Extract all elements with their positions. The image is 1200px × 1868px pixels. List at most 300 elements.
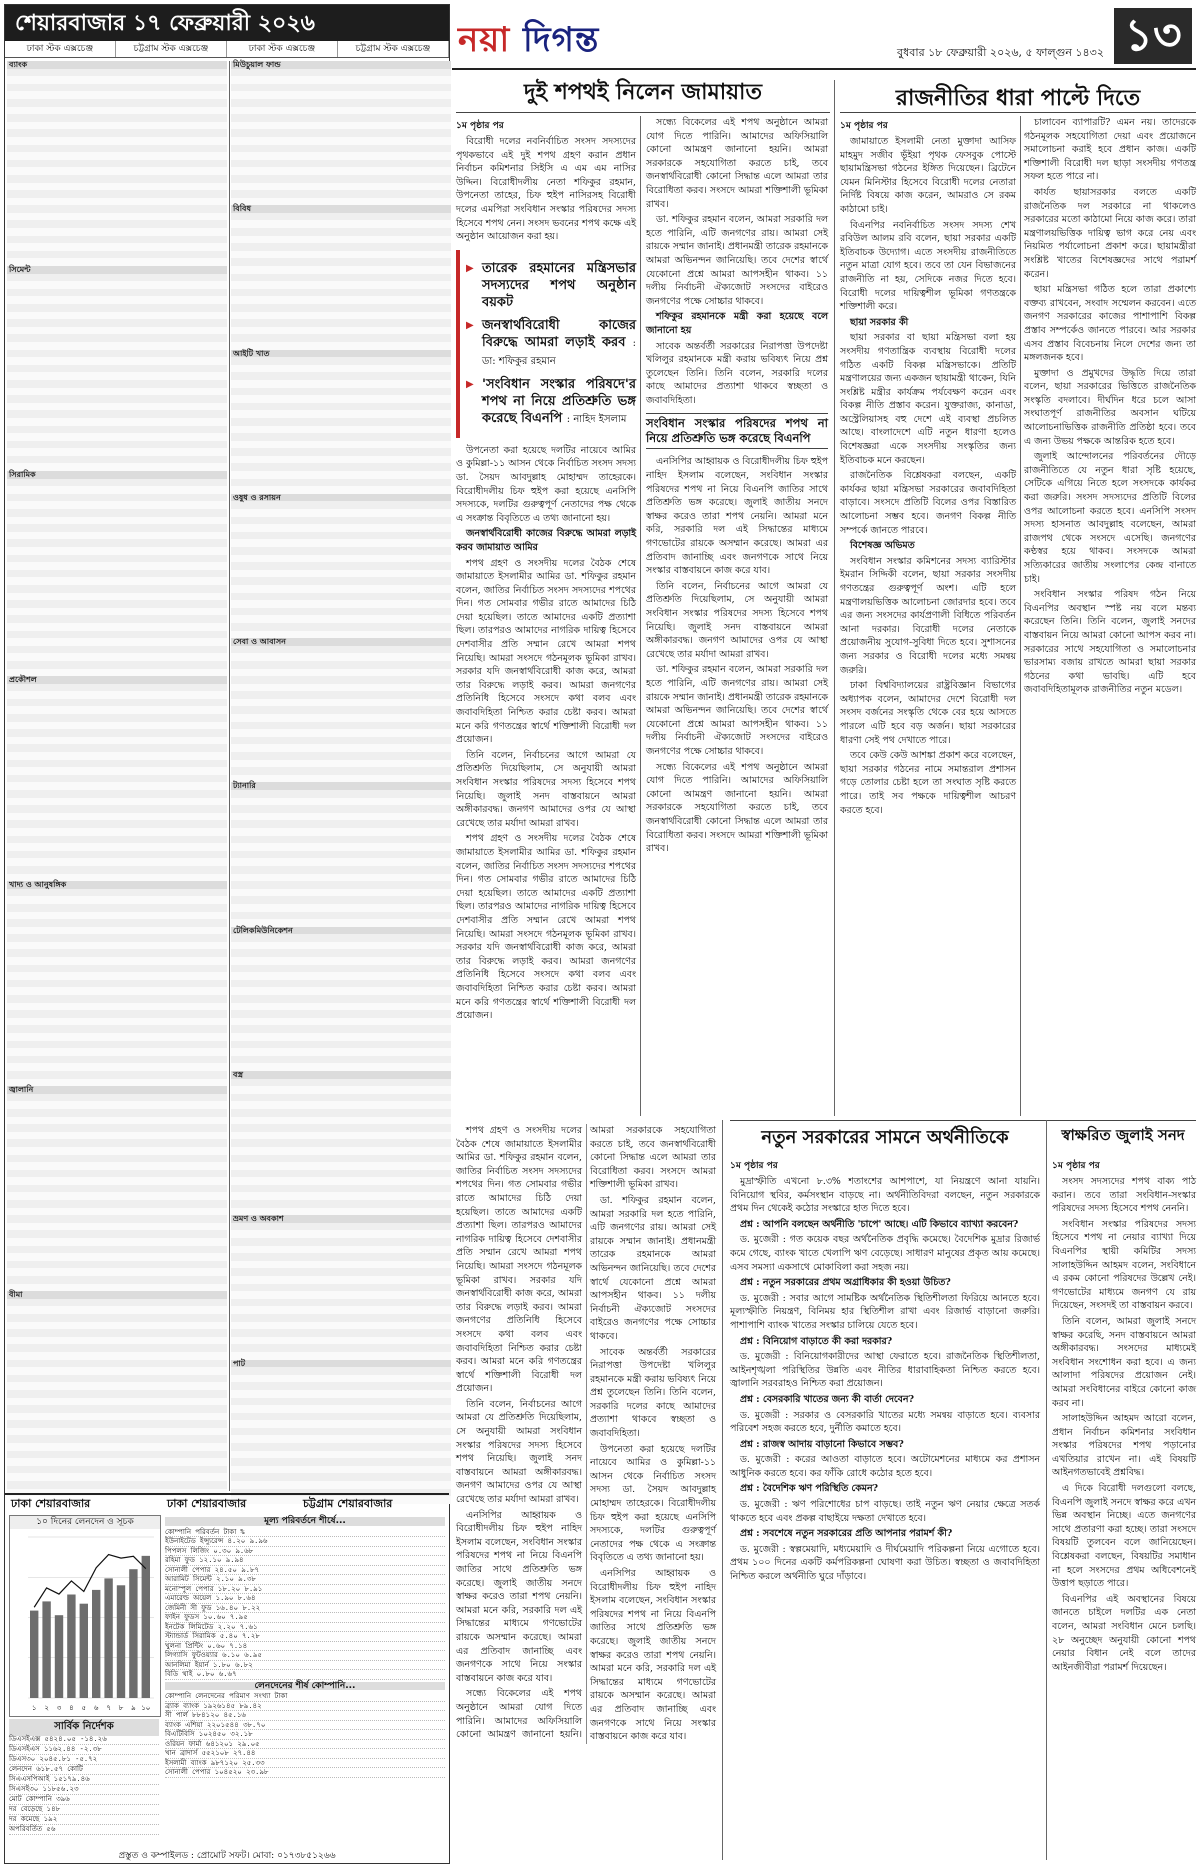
table-row xyxy=(7,1117,227,1125)
table-section-title: আইটি খাত xyxy=(231,350,451,358)
list-item: ব্র্যাক ব্যাংক ১৯২৬১৪৫ ৮৯.৪২ xyxy=(165,1702,445,1712)
table-row xyxy=(231,615,451,623)
list-item: এমারেল্ড অয়েল ১.৯০ ৮.৬৪ xyxy=(165,1594,445,1604)
list-item: দর বেড়েছে ১৪৮ xyxy=(9,1805,159,1815)
table-row xyxy=(7,1139,227,1147)
paragraph: এনসিপির আহ্বায়ক ও বিরোধীদলীয় চিফ হুইপ নাহিদ ইসলাম বলেছেন, সংবিধান সংস্কার পরিষদের শপথ না নিয়ে বিএনপি জাতির সাথে প্রতিশ্রুতি ভঙ্গ করেছে। জুলাই জাতীয় সনদে স্বাক্ষর করেও তারা শপথ নেয়নি। আমরা মনে করি, সরকারি দল এই সিদ্ধান্তের মাধ্যমে গণভোটের রায়কে অসম্মান করেছে। আমরা এর প্রতিবাদ জানাচ্ছি এবং জনগণকে সাথে নিয়ে সংস্কার বাস্তবায়নে কাজ করে যাব। xyxy=(590,1568,716,1743)
table-row xyxy=(231,813,451,821)
table-row xyxy=(7,1405,227,1413)
table-row xyxy=(231,175,451,183)
table-row xyxy=(231,547,451,555)
table-row xyxy=(231,669,451,677)
table-row xyxy=(7,365,227,373)
table-row xyxy=(231,1451,451,1459)
table-section-title: পাট xyxy=(231,1360,451,1368)
table-row xyxy=(7,744,227,752)
chart-bar xyxy=(117,1585,125,1698)
table-row xyxy=(231,99,451,107)
table-row xyxy=(231,76,451,84)
table-row xyxy=(231,509,451,517)
table-row xyxy=(7,1071,227,1079)
index-line xyxy=(34,1555,146,1608)
table-row xyxy=(7,1033,227,1041)
answer: ড. মুজেরী : সবার আগে সামষ্টিক অর্থনৈতিক স্থিতিশীলতা ফিরিয়ে আনতে হবে। মূল্যস্ফীতি নিয়ন্ত্রণ, বিনিময় হার স্থিতিশীল রাখা এবং রিজার্ভ বাড়ানো জরুরি। পাশাপাশি ব্যাংক খাতের সংস্কার চালিয়ে যেতে হবে। xyxy=(730,1292,1040,1331)
table-row xyxy=(231,190,451,198)
article-shadow-govt-col2 xyxy=(1024,116,1196,1116)
table-row xyxy=(7,669,227,677)
market-header: ঢাকা স্টক এক্সচেঞ্জ xyxy=(5,41,116,57)
table-section-title: ব্যাংক xyxy=(7,61,227,69)
paragraph: সালাহউদ্দিন আহমদ আরো বলেন, প্রধান নির্বাচন কমিশনার সংবিধান সংস্কার পরিষদের শপথ পড়ানোর এখতিয়ার রাখেন না। এই বিষয়টি আইনগতভাবেই প্রশ্নবিদ্ধ। xyxy=(1052,1413,1196,1479)
chart-bar xyxy=(129,1569,137,1698)
subheading: শফিকুর রহমানকে মন্ত্রী করা হয়েছে বলে জানানো হয় xyxy=(646,311,828,336)
table-row xyxy=(7,145,227,153)
table-row xyxy=(231,775,451,783)
table-row xyxy=(231,84,451,92)
question: প্রশ্ন : বৈদেশিক ঋণ পরিস্থিতি কেমন? xyxy=(740,1483,879,1495)
table-row xyxy=(7,684,227,692)
table-section-title: মিউচুয়াল ফান্ড xyxy=(231,61,451,69)
table-row xyxy=(7,129,227,137)
table-row xyxy=(231,1398,451,1406)
table-row xyxy=(231,1261,451,1269)
table-row xyxy=(231,463,451,471)
question: প্রশ্ন : নতুন সরকারের প্রথম অগ্রাধিকার কী হওয়া উচিত? xyxy=(740,1277,951,1289)
table-row xyxy=(7,706,227,714)
table-row xyxy=(231,1428,451,1436)
table-row xyxy=(231,122,451,130)
table-row xyxy=(231,691,451,699)
paragraph: চালাবেন ব্যাপারটি? এমন নয়। তাদেরকে গঠনমূলক সহযোগিতা দেয়া এবং প্রয়োজনে সমালোচনা করাই হবে প্রধান কাজ। একটি শক্তিশালী বিরোধী দল ছাড়া সংসদীয় গণতন্ত্র সফল হতে পারে না। xyxy=(1024,117,1196,183)
table-row xyxy=(7,1329,227,1337)
paragraph: তিনি বলেন, আমরা জুলাই সনদে স্বাক্ষর করেছি, সনদ বাস্তবায়নে আমরা অঙ্গীকারবদ্ধ। সংসদের মাধ্যমেই সংবিধান সংশোধন করা হবে। এ জন্য আলাদা পরিষদের প্রয়োজন নেই। আমরা সংবিধানের বাইরে কোনো কাজ করব না। xyxy=(1052,1315,1196,1409)
table-row xyxy=(231,152,451,160)
table-row xyxy=(231,137,451,145)
table-row xyxy=(7,220,227,228)
question: প্রশ্ন : রাজস্ব আদায় বাড়ানো কিভাবে সম্ভব? xyxy=(740,1438,904,1450)
table-row xyxy=(7,304,227,312)
paragraph: উপনেতা করা হয়েছে দলটির নায়েবে আমির ও কুমিল্লা-১১ আসন থেকে নির্বাচিত সংসদ সদস্য ডা. সৈয়দ আবদুল্লাহ মোহাম্মদ তাহেরকে। বিরোধীদলীয় চিফ হুইপ করা হয়েছে এনসিপি সদস্যকে, দলটির গুরুত্বপূর্ণ নেতাদের পক্ষ থেকে এ সংক্রান্ত বিবৃতিতে এ তথ্য জানানো হয়। xyxy=(590,1443,716,1564)
table-row xyxy=(7,957,227,965)
pull-quote: ▶ তারেক রহমানের মন্ত্রিসভার সদস্যদের শপথ অনুষ্ঠান বয়কট xyxy=(470,260,636,311)
paragraph: মুক্তাদা ও প্রমুখদের উদ্ধৃতি দিয়ে তারা বলেন, ছায়া সরকারের ভিত্তিতে রাজনৈতিক সংস্কৃতি বদলাবে। দীর্ঘদিন ধরে চলে আসা সংঘাতপূর্ণ রাজনীতির অবসান ঘটিয়ে আলোচনাভিত্তিক রাজনীতি প্রতিষ্ঠা হবে। তবে এ জন্য উভয় পক্ষকে আন্তরিক হতে হবে। xyxy=(1024,367,1196,447)
table-row xyxy=(7,828,227,836)
article-july-charter xyxy=(1052,1156,1196,1856)
table-row xyxy=(231,1063,451,1071)
table-row xyxy=(231,1322,451,1330)
question: প্রশ্ন : আপনি বলছেন অর্থনীতি 'চাপে' আছে। এটি কিভাবে ব্যাখ্যা করবেন? xyxy=(740,1218,1019,1230)
table-row xyxy=(231,699,451,707)
table-row xyxy=(7,608,227,616)
stock-tables xyxy=(5,61,449,1491)
x-tick-label: ৯ xyxy=(131,1704,136,1712)
table-row xyxy=(7,1367,227,1375)
x-tick-label: ৬ xyxy=(93,1704,99,1712)
table-row xyxy=(7,380,227,388)
table-row xyxy=(231,479,451,487)
table-row xyxy=(231,266,451,274)
paragraph: ছায়া সরকার বা ছায়া মন্ত্রিসভা বলা হয় সংসদীয় গণতান্ত্রিক ব্যবস্থায় বিরোধী দলের গঠিত একটি বিকল্প মন্ত্রিসভাকে। প্রতিটি মন্ত্রণালয়ের জন্য একজন ছায়ামন্ত্রী থাকেন, যিনি সংশ্লিষ্ট মন্ত্রীর কার্যক্রম পর্যবেক্ষণ করেন এবং বিকল্প নীতি প্রস্তাব করেন। যুক্তরাজ্য, কানাডা, অস্ট্রেলিয়াসহ বহু দেশে এই ব্যবস্থা প্রচলিত আছে। বাংলাদেশে এটি নতুন ধারণা হলেও বিশেষজ্ঞরা একে সংসদীয় সংস্কৃতির জন্য ইতিবাচক মনে করছেন। xyxy=(840,332,1016,466)
table-row xyxy=(7,1101,227,1109)
stock-summary xyxy=(5,1493,449,1865)
chart-bar xyxy=(142,1556,150,1698)
table-row xyxy=(231,198,451,206)
paragraph: এ দিকে বিরোধী দলগুলো বলছে, বিএনপি জুলাই সনদে স্বাক্ষর করে এখন ভিন্ন অবস্থান নিচ্ছে। এতে জনগণের সাথে প্রতারণা করা হচ্ছে। তারা সংসদে বিষয়টি তুলবেন বলে জানিয়েছেন। বিশ্লেষকরা বলছেন, বিষয়টির সমাধান না হলে সংসদের প্রথম অধিবেশনেই উত্তাপ ছড়াতে পারে। xyxy=(1052,1483,1196,1590)
table-section-title: প্রকৌশল xyxy=(7,676,227,684)
table-row xyxy=(7,1246,227,1254)
list-item: সোনালী পেপার ২৪.৫০ ৯.৮৭ xyxy=(165,1566,445,1576)
table-row xyxy=(231,107,451,115)
list-item: ডিএস৩০ ২০৪৫.৮১ -৫.৭২ xyxy=(9,1755,159,1765)
table-row xyxy=(231,296,451,304)
table-row xyxy=(231,1086,451,1094)
table-row xyxy=(7,137,227,145)
table-row xyxy=(231,114,451,122)
table-row xyxy=(7,775,227,783)
table-row xyxy=(7,912,227,920)
table-row xyxy=(7,889,227,897)
table-row xyxy=(231,1238,451,1246)
headline-politics: রাজনীতির ধারা পাল্টে দিতে xyxy=(895,85,1141,111)
table-row xyxy=(231,714,451,722)
x-tick-label: ৪ xyxy=(69,1704,74,1712)
table-row xyxy=(231,600,451,608)
table-row xyxy=(231,987,451,995)
table-row xyxy=(231,904,451,912)
table-row xyxy=(231,1079,451,1087)
list-item: ডিএসইএস ১১৬২.৪৪ -২.৩৮ xyxy=(9,1745,159,1755)
paragraph: বিএনপির নবনির্বাচিত সংসদ সদস্য শেখ রবিউল আলম রবি বলেন, ছায়া সরকার একটি ইতিবাচক উদ্যোগ। এতে সংসদীয় রাজনীতিতে নতুন মাত্রা যোগ হবে। তবে তা যেন বিভাজনের রাজনীতি না হয়, সেদিকে নজর দিতে হবে। বিরোধী দলের দায়িত্বশীল ভূমিকা গণতন্ত্রকে শক্তিশালী করে। xyxy=(840,219,1016,313)
table-row xyxy=(7,752,227,760)
table-row xyxy=(231,1352,451,1360)
table-row xyxy=(231,577,451,585)
table-row xyxy=(7,486,227,494)
table-row xyxy=(231,289,451,297)
answer: ড. মুজেরী : করের আওতা বাড়াতে হবে। অটোমেশনের মাধ্যমে কর প্রশাসন আধুনিক করতে হবে। কর ফাঁকি রোধে কঠোর হতে হবে। xyxy=(730,1454,1040,1479)
table-row xyxy=(7,1451,227,1459)
paragraph: এনসিপির আহ্বায়ক ও বিরোধীদলীয় চিফ হুইপ নাহিদ ইসলাম বলেছেন, সংবিধান সংস্কার পরিষদের শপথ না নিয়ে বিএনপি জাতির সাথে প্রতিশ্রুতি ভঙ্গ করেছে। জুলাই জাতীয় সনদে স্বাক্ষর করেও তারা শপথ নেয়নি। আমরা মনে করি, সরকারি দল এই সিদ্ধান্তের মাধ্যমে গণভোটের রায়কে অসম্মান করেছে। আমরা এর প্রতিবাদ জানাচ্ছি এবং জনগণকে সাথে নিয়ে সংস্কার বাস্তবায়নে কাজ করে যাব। xyxy=(646,456,828,577)
paragraph: তিনি বলেন, নির্বাচনের আগে আমরা যে প্রতিশ্রুতি দিয়েছিলাম, সে অনুযায়ী আমরা সংবিধান সংস্কার পরিষদের সদস্য হিসেবে শপথ নিয়েছি। জুলাই সনদ বাস্তবায়নে আমরা অঙ্গীকারবদ্ধ। জনগণ আমাদের ওপর যে আস্থা রেখেছে তার মর্যাদা আমরা রাখব। xyxy=(456,749,636,829)
list-item: লিগ্যাসি ফুটওয়্যার ৬.১০ ৬.৯৫ xyxy=(165,1651,445,1661)
pull-quote: ▶ 'সংবিধান সংস্কার পরিষদে'র শপথ না নিয়ে প্রতিশ্রুতি ভঙ্গ করেছে বিএনপি : নাহিদ ইসলাম xyxy=(470,376,636,428)
table-row xyxy=(231,555,451,563)
article-economy xyxy=(730,1156,1040,1856)
table-row xyxy=(7,919,227,927)
table-row xyxy=(231,1223,451,1231)
headline: দুই শপথই নিলেন জামায়াত xyxy=(524,79,762,105)
table-row xyxy=(7,312,227,320)
table-row xyxy=(7,1443,227,1451)
table-row xyxy=(231,418,451,426)
chart-title: ১০ দিনের লেনদেন ও সূচক xyxy=(10,1516,160,1529)
table-row xyxy=(231,327,451,335)
market-header: ঢাকা স্টক এক্সচেঞ্জ xyxy=(227,41,338,57)
table-row xyxy=(231,1230,451,1238)
continued-label: ১ম পৃষ্ঠার পর xyxy=(730,1161,778,1171)
paragraph: সাবেক অন্তর্বর্তী সরকারের নিরাপত্তা উপদেষ্টা খলিলুর রহমানকে মন্ত্রী করায় ভবিষ্যৎ নিয়ে প্রশ্ন তুলেছেন তিনি। তিনি বলেন, সরকারি দলের কাছে আমাদের প্রত্যাশা থাকবে স্বচ্ছতা ও জবাবদিহিতা। xyxy=(590,1346,716,1440)
table-row xyxy=(231,1101,451,1109)
table-row xyxy=(7,1056,227,1064)
table-row xyxy=(7,1352,227,1360)
list-item: ডিএসইএক্স ৫৪২৪.০৫ -১৪.২৬ xyxy=(9,1735,159,1745)
table-row xyxy=(7,1398,227,1406)
continued-label: ১ম পৃষ্ঠার পর xyxy=(1052,1161,1100,1171)
table-row xyxy=(231,532,451,540)
table-row xyxy=(7,1481,227,1489)
table-row xyxy=(7,843,227,851)
table-row xyxy=(231,1299,451,1307)
table-row xyxy=(231,1048,451,1056)
masthead xyxy=(452,4,1196,70)
table-row xyxy=(7,714,227,722)
table-row xyxy=(231,1466,451,1474)
table-row xyxy=(7,107,227,115)
table-row xyxy=(231,1109,451,1117)
list-item: কোম্পানি লেনদেনের পরিমাণ সংখ্যা টাকা xyxy=(165,1692,445,1702)
table-row xyxy=(7,691,227,699)
table-row xyxy=(7,327,227,335)
table-row xyxy=(231,1200,451,1208)
table-row xyxy=(7,334,227,342)
table-row xyxy=(7,1299,227,1307)
market-headers xyxy=(5,41,449,58)
table-row xyxy=(7,646,227,654)
table-row xyxy=(231,448,451,456)
table-row xyxy=(231,319,451,327)
table-row xyxy=(231,1056,451,1064)
table-row xyxy=(231,585,451,593)
table-row xyxy=(7,1230,227,1238)
table-row xyxy=(231,1458,451,1466)
paragraph: সন্ধ্যে বিকেলের এই শপথ অনুষ্ঠানে আমরা যোগ দিতে পারিনি। আমাদের অফিসিয়ালি কোনো আমন্ত্রণ জানানো হয়নি। আমরা সরকারকে সহযোগিতা করতে চাই, তবে জনস্বার্থবিরোধী কোনো সিদ্ধান্ত এলে আমরা তার বিরোধিতা করব। সংসদে আমরা শক্তিশালী ভূমিকা রাখব। xyxy=(646,117,828,210)
summary-header: চট্টগ্রাম শেয়ারবাজার xyxy=(303,1497,393,1510)
chart-bar xyxy=(104,1578,112,1698)
table-row xyxy=(7,1268,227,1276)
table-row xyxy=(231,1390,451,1398)
table-row xyxy=(7,274,227,282)
table-row xyxy=(7,1306,227,1314)
list-item: ব্যাংক এশিয়া ২২০১৫৪৪ ৩৮.৭০ xyxy=(165,1721,445,1731)
subheading: সংবিধান সংস্কার পরিষদের শপথ না নিয়ে প্রতিশ্রুতি ভঙ্গ করেছে বিএনপি xyxy=(646,413,828,449)
table-row xyxy=(231,1284,451,1292)
table-row xyxy=(7,1382,227,1390)
table-row xyxy=(7,653,227,661)
table-row xyxy=(7,1147,227,1155)
table-row xyxy=(231,1025,451,1033)
answer: ড. মুজেরী : গত কয়েক বছর অর্থনৈতিক প্রবৃদ্ধি কমেছে। বৈদেশিক মুদ্রার রিজার্ভ কমে গেছে, ব্যাংক খাতে খেলাপি ঋণ বেড়েছে। সাধারণ মানুষের প্রকৃত আয় কমেছে। এসব সমস্যা একসাথে মোকাবিলা করা সহজ নয়। xyxy=(730,1234,1040,1273)
table-row xyxy=(7,585,227,593)
table-row xyxy=(7,987,227,995)
table-row xyxy=(7,813,227,821)
table-row xyxy=(7,1253,227,1261)
table-row xyxy=(7,395,227,403)
x-tick-label: ১ xyxy=(31,1704,37,1712)
table-row xyxy=(7,289,227,297)
table-row xyxy=(231,1253,451,1261)
turnover-chart xyxy=(9,1515,161,1717)
table-row xyxy=(231,236,451,244)
paragraph: শপথ গ্রহণ ও সংসদীয় দলের বৈঠক শেষে জামায়াতে ইসলামীর আমির ডা. শফিকুর রহমান বলেন, জাতির নির্বাচিত সংসদ সদস্যদের শপথের দিন। গত সোমবার গভীর রাতে আমাদের চিঠি দেয়া হয়েছিল। তাতে আমাদের একটি প্রত্যাশা ছিল। তারপরও আমাদের নাগরিক দায়িত্ব হিসেবে দেশবাসীর প্রতি সম্মান রেখে আমরা শপথ নিয়েছি। আমরা সংসদে গঠনমূলক ভূমিকা রাখব। সরকার যদি জনস্বার্থবিরোধী কাজ করে, আমরা তার বিরুদ্ধে লড়াই করব। আমরা জনগণের প্রতিনিধি হিসেবে সংসদে কথা বলব এবং জবাবদিহিতা নিশ্চিত করার চেষ্টা করব। আমরা মনে করি গণতন্ত্রের স্বার্থে শক্তিশালী বিরোধী দল প্রয়োজন। xyxy=(456,557,636,746)
table-row xyxy=(7,562,227,570)
table-row xyxy=(231,456,451,464)
table-row xyxy=(7,403,227,411)
list-item: খান ব্রাদার্স ৫৫২১০৮ ২৭.৪৪ xyxy=(165,1749,445,1759)
table-section-title: বস্ত্র xyxy=(231,1071,451,1079)
table-row xyxy=(231,623,451,631)
table-row xyxy=(231,889,451,897)
chart-bar xyxy=(67,1595,75,1699)
table-row xyxy=(7,1337,227,1345)
table-row xyxy=(231,426,451,434)
headline-july-charter: স্বাক্ষরিত জুলাই সনদ xyxy=(1061,1126,1185,1144)
page-number: ১৩ xyxy=(1114,8,1192,64)
table-row xyxy=(7,896,227,904)
table-section-title: ভ্রমণ ও অবকাশ xyxy=(231,1215,451,1223)
table-row xyxy=(7,942,227,950)
table-row xyxy=(231,1405,451,1413)
table-row xyxy=(231,1314,451,1322)
article-jamaat-continued xyxy=(456,1124,716,1856)
table-row xyxy=(231,334,451,342)
paragraph: এনসিপির আহ্বায়ক ও বিরোধীদলীয় চিফ হুইপ নাহিদ ইসলাম বলেছেন, সংবিধান সংস্কার পরিষদের শপথ না নিয়ে বিএনপি জাতির সাথে প্রতিশ্রুতি ভঙ্গ করেছে। জুলাই জাতীয় সনদে স্বাক্ষর করেও তারা শপথ নেয়নি। আমরা মনে করি, সরকারি দল এই সিদ্ধান্তের মাধ্যমে গণভোটের রায়কে অসম্মান করেছে। আমরা এর প্রতিবাদ জানাচ্ছি এবং জনগণকে সাথে নিয়ে সংস্কার বাস্তবায়নে কাজ করে যাব। xyxy=(456,1509,582,1684)
table-row xyxy=(231,949,451,957)
table-row xyxy=(231,1147,451,1155)
table-row xyxy=(231,790,451,798)
list-item: মনোস্পুল পেপার ১৮.২০ ৮.৯১ xyxy=(165,1585,445,1595)
table-row xyxy=(7,410,227,418)
pull-quote: ▶ জনস্বার্থবিরোধী কাজের বিরুদ্ধে আমরা লড়াই করব : ডা: শফিকুর রহমান xyxy=(470,317,636,370)
table-row xyxy=(7,972,227,980)
table-row xyxy=(7,501,227,509)
x-tick-label: ১০ xyxy=(141,1704,151,1712)
list-item: কোম্পানি পরিবর্তন টাকা % xyxy=(165,1528,445,1538)
table-row xyxy=(7,1048,227,1056)
list-item: ইনটেক লিমিটেড ২.২০ ৭.৬১ xyxy=(165,1623,445,1633)
table-row xyxy=(231,357,451,365)
table-row xyxy=(231,1329,451,1337)
table-row xyxy=(7,858,227,866)
table-row xyxy=(7,631,227,639)
table-row xyxy=(231,304,451,312)
x-tick-label: ২ xyxy=(44,1704,49,1712)
paragraph: ডা. শফিকুর রহমান বলেন, আমরা সরকারি দল হতে পারিনি, এটি জনগণের রায়। আমরা সেই রায়কে সম্মান জানাই। প্রধানমন্ত্রী তারেক রহমানকে আমরা অভিনন্দন জানিয়েছি। তবে দেশের স্বার্থে যেকোনো প্রশ্নে আমরা আপসহীন থাকব। ১১ দলীয় নির্বাচনী ঐক্যজোট সংসদের বাইরেও জনগণের পক্ষে সোচ্চার থাকবে। xyxy=(646,214,828,307)
table-row xyxy=(231,1420,451,1428)
dateline: বুধবার ১৮ ফেব্রুয়ারী ২০২৬, ৫ ফাল্গুন ১৪৩২ xyxy=(897,46,1104,59)
movers-list xyxy=(165,1528,445,1680)
summary-header: ঢাকা শেয়ারবাজার xyxy=(167,1497,247,1510)
table-row xyxy=(231,1177,451,1185)
table-row xyxy=(7,1132,227,1140)
table-row xyxy=(231,220,451,228)
table-row xyxy=(7,448,227,456)
table-row xyxy=(231,836,451,844)
question: প্রশ্ন : বেসরকারি খাতের জন্য কী বার্তা দেবেন? xyxy=(740,1393,914,1405)
table-row xyxy=(7,213,227,221)
table-row xyxy=(231,1117,451,1125)
chart-bar xyxy=(55,1615,63,1698)
list-item: আরামিট সিমেন্ট ২.১০ ৯.৩৮ xyxy=(165,1575,445,1585)
table-row xyxy=(231,243,451,251)
table-row xyxy=(7,1155,227,1163)
index-rows xyxy=(9,1735,159,1835)
table-row xyxy=(231,934,451,942)
table-row xyxy=(7,433,227,441)
table-row xyxy=(7,1322,227,1330)
table-row xyxy=(7,1124,227,1132)
table-row xyxy=(7,441,227,449)
continued-label: ১ম পৃষ্ঠার পর xyxy=(840,121,888,131)
table-section-title: বিবিধ xyxy=(231,205,451,213)
table-row xyxy=(231,957,451,965)
table-row xyxy=(231,167,451,175)
table-row xyxy=(7,1215,227,1223)
summary-headers xyxy=(5,1495,449,1513)
chart-bar xyxy=(80,1604,88,1698)
table-row xyxy=(231,866,451,874)
table-row xyxy=(231,767,451,775)
table-section-title: জ্বালানি xyxy=(7,1086,227,1094)
table-row xyxy=(7,296,227,304)
table-row xyxy=(7,593,227,601)
table-row xyxy=(7,1360,227,1368)
paragraph: ডা. শফিকুর রহমান বলেন, আমরা সরকারি দল হতে পারিনি, এটি জনগণের রায়। আমরা সেই রায়কে সম্মান জানাই। প্রধানমন্ত্রী তারেক রহমানকে আমরা অভিনন্দন জানিয়েছি। তবে দেশের স্বার্থে যেকোনো প্রশ্নে আমরা আপসহীন থাকব। ১১ দলীয় নির্বাচনী ঐক্যজোট সংসদের বাইরেও জনগণের পক্ষে সোচ্চার থাকবে। xyxy=(590,1194,716,1342)
table-row xyxy=(7,372,227,380)
table-row xyxy=(231,501,451,509)
table-row xyxy=(231,1094,451,1102)
table-row xyxy=(7,1079,227,1087)
table-row xyxy=(231,1192,451,1200)
paragraph: সংবিধান সংস্কার কমিশনের সদস্য ব্যারিস্টার ইমরান সিদ্দিকী বলেন, ছায়া সরকার সংসদীয় গণতন্ত্রের গুরুত্বপূর্ণ অংশ। এটি হলে মন্ত্রণালয়ভিত্তিক আলোচনা জোরদার হবে। তবে এর জন্য সংসদের কার্যপ্রণালী বিধিতে পরিবর্তন আনা দরকার। বিরোধী দলের নেতাকে প্রয়োজনীয় সুযোগ-সুবিধা দিতে হবে। সুশাসনের জন্য সরকার ও বিরোধী দলের মধ্যে সমন্বয় জরুরি। xyxy=(840,555,1016,676)
table-row xyxy=(7,836,227,844)
table-row xyxy=(231,942,451,950)
table-row xyxy=(231,851,451,859)
table-row xyxy=(231,1155,451,1163)
table-row xyxy=(7,1177,227,1185)
table-row xyxy=(7,76,227,84)
list-item: সিএএসপিআই ১৫১৭৯.৪৬ xyxy=(9,1775,159,1785)
table-row xyxy=(231,1276,451,1284)
table-row xyxy=(231,1132,451,1140)
x-tick-label: ৭ xyxy=(106,1704,111,1712)
table-row xyxy=(231,1413,451,1421)
table-row xyxy=(231,433,451,441)
paragraph: বিএনপির এই অবস্থানের বিষয়ে জানতে চাইলে দলটির এক নেতা বলেন, আমরা সংবিধান মেনে চলছি। ২৮ অনুচ্ছেদ অনুযায়ী কোনো শপথ নেয়ার বিধান নেই বলে তাদের আইনজীবীরা পরামর্শ দিয়েছেন। xyxy=(1052,1593,1196,1673)
table-row xyxy=(7,722,227,730)
table-row xyxy=(231,213,451,221)
table-row xyxy=(7,258,227,266)
table-row xyxy=(231,1162,451,1170)
table-row xyxy=(231,1473,451,1481)
paragraph: সংবিধান সংস্কার পরিষদ গঠন নিয়ে বিএনপির অবস্থান স্পষ্ট নয় বলে মন্তব্য করেছেন তিনি। তিনি বলেন, জুলাই সনদের বাস্তবায়ন নিয়ে আমরা কোনো আপস করব না। সরকারের সাথে সহযোগিতা ও সমালোচনার ভারসাম্য বজায় রাখতে আমরা ছায়া সরকার গঠনের কথা ভাবছি। এটি হবে জবাবদিহিতামূলক রাজনীতির নতুন মডেল। xyxy=(1024,589,1196,696)
paragraph: ছায়া মন্ত্রিসভা গঠিত হলে তারা প্রকাশ্যে বক্তব্য রাখবেন, সংবাদ সম্মেলন করবেন। এতে জনগণ সরকারের কাজের পাশাপাশি বিকল্প প্রস্তাব সম্পর্কেও জানতে পারবে। আর সরকার এসব প্রস্তাব বিবেচনায় নিলে দেশের জন্য তা মঙ্গলজনক হবে। xyxy=(1024,284,1196,364)
list-item: জেমিনী সী ফুড ১৬.৪০ ৮.২২ xyxy=(165,1604,445,1614)
table-row xyxy=(7,463,227,471)
list-item: রহিমা ফুড ১২.১০ ৯.৯৪ xyxy=(165,1556,445,1566)
table-row xyxy=(231,706,451,714)
table-row xyxy=(7,1261,227,1269)
table-row xyxy=(231,912,451,920)
table-row xyxy=(7,1208,227,1216)
table-row xyxy=(7,1162,227,1170)
table-row xyxy=(7,1284,227,1292)
headline-economy: নতুন সরকারের সামনে অর্থনীতিকে xyxy=(761,1127,1009,1148)
chart-svg xyxy=(10,1529,158,1714)
table-row xyxy=(231,372,451,380)
table-row xyxy=(7,342,227,350)
table-row xyxy=(7,1466,227,1474)
paragraph: জামায়াতে ইসলামী নেতা মুক্তাদা আসিফ মাহমুদ সজীব ভূঁইয়া পৃথক ফেসবুক পোস্টে ছায়ামন্ত্রিসভা গঠনের ইঙ্গিত দিয়েছেন। ব্রিটেনে যেমন মিনিস্টার হিসেবে বিরোধী দলের নেতারা নির্দিষ্ট বিষয়ে কাজ করেন, আমরাও সে রকম কাঠামো চাই। xyxy=(840,136,1016,215)
chart-bar xyxy=(42,1601,50,1698)
